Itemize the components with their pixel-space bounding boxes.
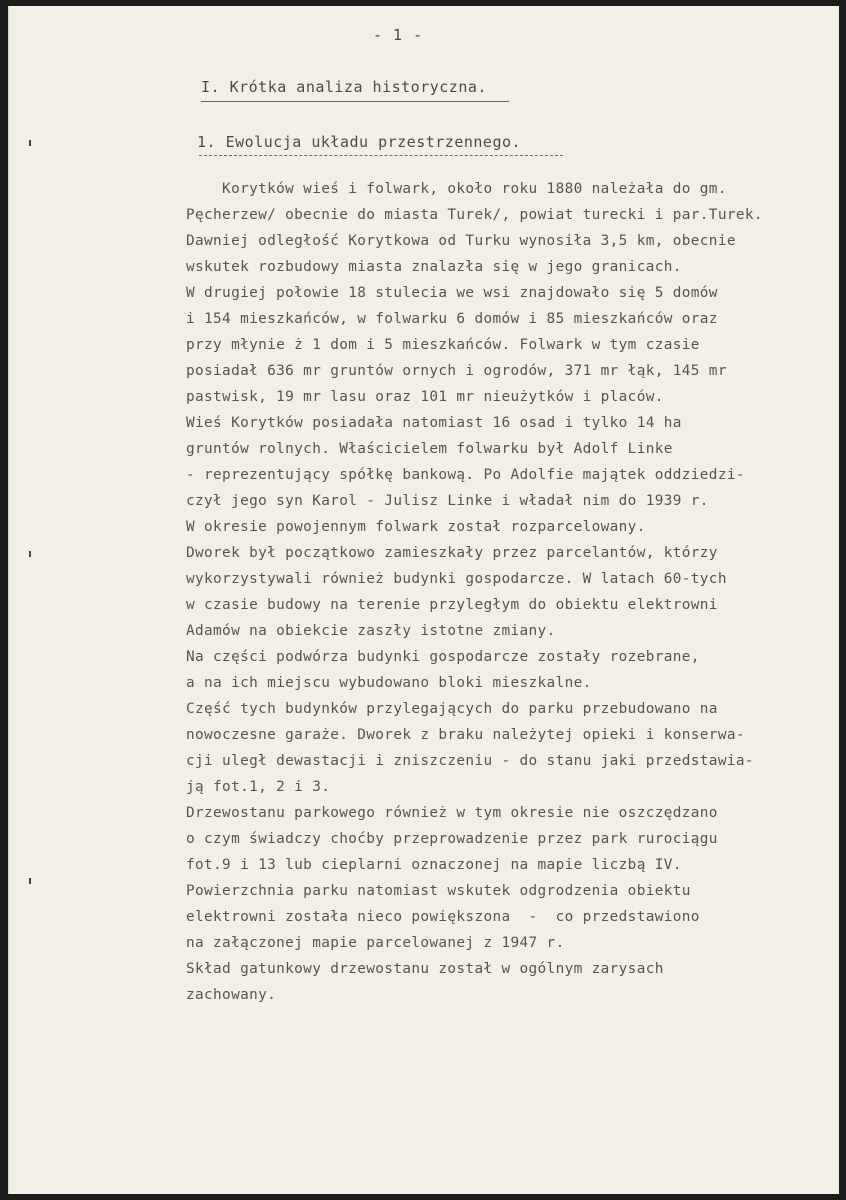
document-page [8, 6, 839, 1194]
text-line: zachowany. [186, 987, 277, 1003]
text-line: Część tych budynków przylegających do parku przebudowano na [186, 701, 718, 717]
text-line: Dworek był początkowo zamieszkały przez parcelantów, którzy [186, 545, 718, 561]
text-line: Dawniej odległość Korytkowa od Turku wynosiła 3,5 km, obecnie [186, 233, 736, 249]
text-line: fot.9 i 13 lub cieplarni oznaczonej na mapie liczbą IV. [186, 857, 682, 873]
text-line: W drugiej połowie 18 stulecia we wsi znajdowało się 5 domów [186, 285, 718, 301]
scan-mark [29, 878, 31, 884]
text-line: Korytków wieś i folwark, około roku 1880 należała do gm. [186, 181, 727, 197]
subsection-title: 1. Ewolucja układu przestrzennego. [197, 133, 522, 151]
text-line: Skład gatunkowy drzewostanu został w ogólnym zarysach [186, 961, 664, 977]
text-line: Drzewostanu parkowego również w tym okresie nie oszczędzano [186, 805, 718, 821]
text-line: gruntów rolnych. Właścicielem folwarku był Adolf Linke [186, 441, 673, 457]
text-line: cji uległ dewastacji i zniszczeniu - do stanu jaki przedstawia- [186, 753, 754, 769]
scan-mark [29, 140, 31, 146]
section-title-underline [201, 101, 509, 102]
text-line: posiadał 636 mr gruntów ornych i ogrodów, 371 mr łąk, 145 mr [186, 363, 727, 379]
text-line: Wieś Korytków posiadała natomiast 16 osad i tylko 14 ha [186, 415, 682, 431]
text-line: i 154 mieszkańców, w folwarku 6 domów i 85 mieszkańców oraz [186, 311, 718, 327]
text-line: W okresie powojennym folwark został rozparcelowany. [186, 519, 646, 535]
text-line: w czasie budowy na terenie przyległym do obiektu elektrowni [186, 597, 718, 613]
text-line: pastwisk, 19 mr lasu oraz 101 mr nieużytków i placów. [186, 389, 664, 405]
scan-mark [29, 551, 31, 557]
text-line: o czym świadczy choćby przeprowadzenie przez park rurociągu [186, 831, 718, 847]
text-line: a na ich miejscu wybudowano bloki mieszkalne. [186, 675, 592, 691]
text-line: na załączonej mapie parcelowanej z 1947 r. [186, 935, 565, 951]
subsection-title-underline [199, 155, 563, 156]
page-number: - 1 - [373, 26, 424, 44]
text-line: Adamów na obiekcie zaszły istotne zmiany. [186, 623, 556, 639]
text-line: Powierzchnia parku natomiast wskutek odgrodzenia obiektu [186, 883, 691, 899]
text-line: nowoczesne garaże. Dworek z braku należytej opieki i konserwa- [186, 727, 745, 743]
section-title: I. Krótka analiza historyczna. [201, 78, 487, 96]
text-line: wskutek rozbudowy miasta znalazła się w jego granicach. [186, 259, 682, 275]
text-line: Pęcherzew/ obecnie do miasta Turek/, powiat turecki i par.Turek. [186, 207, 763, 223]
text-line: przy młynie ż 1 dom i 5 mieszkańców. Folwark w tym czasie [186, 337, 700, 353]
text-line: elektrowni została nieco powiększona - co przedstawiono [186, 909, 700, 925]
text-line: ją fot.1, 2 i 3. [186, 779, 331, 795]
text-line: wykorzystywali również budynki gospodarcze. W latach 60-tych [186, 571, 727, 587]
text-line: Na części podwórza budynki gospodarcze zostały rozebrane, [186, 649, 700, 665]
text-line: - reprezentujący spółkę bankową. Po Adolfie majątek oddziedzi- [186, 467, 745, 483]
text-line: czył jego syn Karol - Julisz Linke i władał nim do 1939 r. [186, 493, 709, 509]
